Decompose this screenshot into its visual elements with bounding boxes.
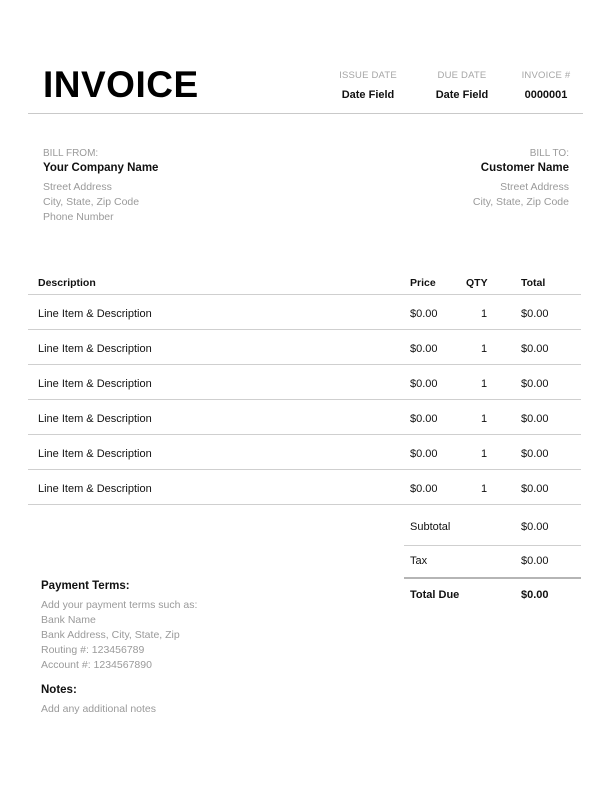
bill-from-section bbox=[43, 148, 158, 225]
bill-from-phone[interactable]: Phone Number bbox=[43, 211, 114, 223]
total-due-value: $0.00 bbox=[521, 589, 549, 601]
due-date-label: DUE DATE bbox=[437, 70, 487, 81]
line-item-total: $0.00 bbox=[521, 448, 549, 460]
issue-date-value[interactable]: Date Field bbox=[341, 89, 395, 101]
total-due-label: Total Due bbox=[410, 589, 460, 601]
issue-date-block bbox=[336, 70, 400, 101]
table-row bbox=[28, 330, 581, 365]
table-row bbox=[28, 365, 581, 400]
invoice-number-value[interactable]: 0000001 bbox=[524, 89, 568, 101]
payment-terms-account[interactable]: Account #: 1234567890 bbox=[41, 659, 152, 671]
line-item-price[interactable]: $0.00 bbox=[410, 308, 438, 320]
line-item-description[interactable]: Line Item & Description bbox=[38, 378, 152, 390]
invoice-number-block bbox=[514, 70, 578, 101]
column-header-description: Description bbox=[38, 277, 96, 289]
subtotal-value: $0.00 bbox=[521, 521, 549, 533]
tax-label: Tax bbox=[410, 555, 428, 567]
header-divider bbox=[28, 113, 583, 114]
line-items-table bbox=[28, 272, 581, 505]
bill-to-city[interactable]: City, State, Zip Code bbox=[472, 196, 569, 208]
due-date-value[interactable]: Date Field bbox=[435, 89, 489, 101]
line-item-qty[interactable]: 1 bbox=[480, 343, 488, 355]
bill-from-street[interactable]: Street Address bbox=[43, 181, 112, 193]
bill-to-label: BILL TO: bbox=[529, 148, 569, 159]
line-item-qty[interactable]: 1 bbox=[480, 308, 488, 320]
line-item-total: $0.00 bbox=[521, 413, 549, 425]
notes-section bbox=[41, 684, 156, 717]
line-item-price[interactable]: $0.00 bbox=[410, 483, 438, 495]
payment-terms-bank-address[interactable]: Bank Address, City, State, Zip bbox=[41, 629, 180, 641]
column-header-price: Price bbox=[410, 277, 436, 289]
bill-to-customer-name[interactable]: Customer Name bbox=[480, 162, 569, 174]
line-item-description[interactable]: Line Item & Description bbox=[38, 483, 152, 495]
column-header-qty: QTY bbox=[466, 277, 488, 289]
payment-terms-routing[interactable]: Routing #: 123456789 bbox=[41, 644, 145, 656]
line-item-qty[interactable]: 1 bbox=[480, 483, 488, 495]
line-item-description[interactable]: Line Item & Description bbox=[38, 448, 152, 460]
subtotal-divider bbox=[404, 545, 581, 546]
line-item-description[interactable]: Line Item & Description bbox=[38, 308, 152, 320]
line-item-qty[interactable]: 1 bbox=[480, 413, 488, 425]
line-item-qty[interactable]: 1 bbox=[480, 448, 488, 460]
line-item-total: $0.00 bbox=[521, 483, 549, 495]
issue-date-label: ISSUE DATE bbox=[339, 70, 397, 81]
line-item-total: $0.00 bbox=[521, 308, 549, 320]
table-row bbox=[28, 295, 581, 330]
payment-terms-bank-name[interactable]: Bank Name bbox=[41, 614, 96, 626]
bill-from-company-name[interactable]: Your Company Name bbox=[43, 162, 159, 174]
column-header-total: Total bbox=[521, 277, 546, 289]
bill-from-label: BILL FROM: bbox=[43, 148, 99, 159]
bill-to-section bbox=[473, 148, 569, 210]
line-item-price[interactable]: $0.00 bbox=[410, 378, 438, 390]
line-item-price[interactable]: $0.00 bbox=[410, 343, 438, 355]
tax-value[interactable]: $0.00 bbox=[521, 555, 549, 567]
line-item-total: $0.00 bbox=[521, 343, 549, 355]
bill-from-city[interactable]: City, State, Zip Code bbox=[43, 196, 140, 208]
notes-text[interactable]: Add any additional notes bbox=[41, 703, 157, 715]
line-item-total: $0.00 bbox=[521, 378, 549, 390]
payment-terms-section bbox=[41, 580, 197, 673]
line-item-price[interactable]: $0.00 bbox=[410, 448, 438, 460]
table-row bbox=[28, 400, 581, 435]
payment-terms-title: Payment Terms: bbox=[41, 580, 130, 592]
line-item-qty[interactable]: 1 bbox=[480, 378, 488, 390]
invoice-title: INVOICE bbox=[43, 64, 199, 105]
table-row bbox=[28, 435, 581, 470]
bill-to-street[interactable]: Street Address bbox=[500, 181, 569, 193]
table-header-row bbox=[28, 272, 581, 295]
subtotal-label: Subtotal bbox=[410, 521, 451, 533]
total-divider bbox=[404, 577, 581, 579]
line-item-price[interactable]: $0.00 bbox=[410, 413, 438, 425]
line-item-description[interactable]: Line Item & Description bbox=[38, 413, 152, 425]
invoice-number-label: INVOICE # bbox=[521, 70, 571, 81]
payment-terms-line[interactable]: Add your payment terms such as: bbox=[41, 599, 198, 611]
line-item-description[interactable]: Line Item & Description bbox=[38, 343, 152, 355]
notes-title: Notes: bbox=[41, 684, 77, 696]
due-date-block bbox=[430, 70, 494, 101]
table-row bbox=[28, 470, 581, 505]
